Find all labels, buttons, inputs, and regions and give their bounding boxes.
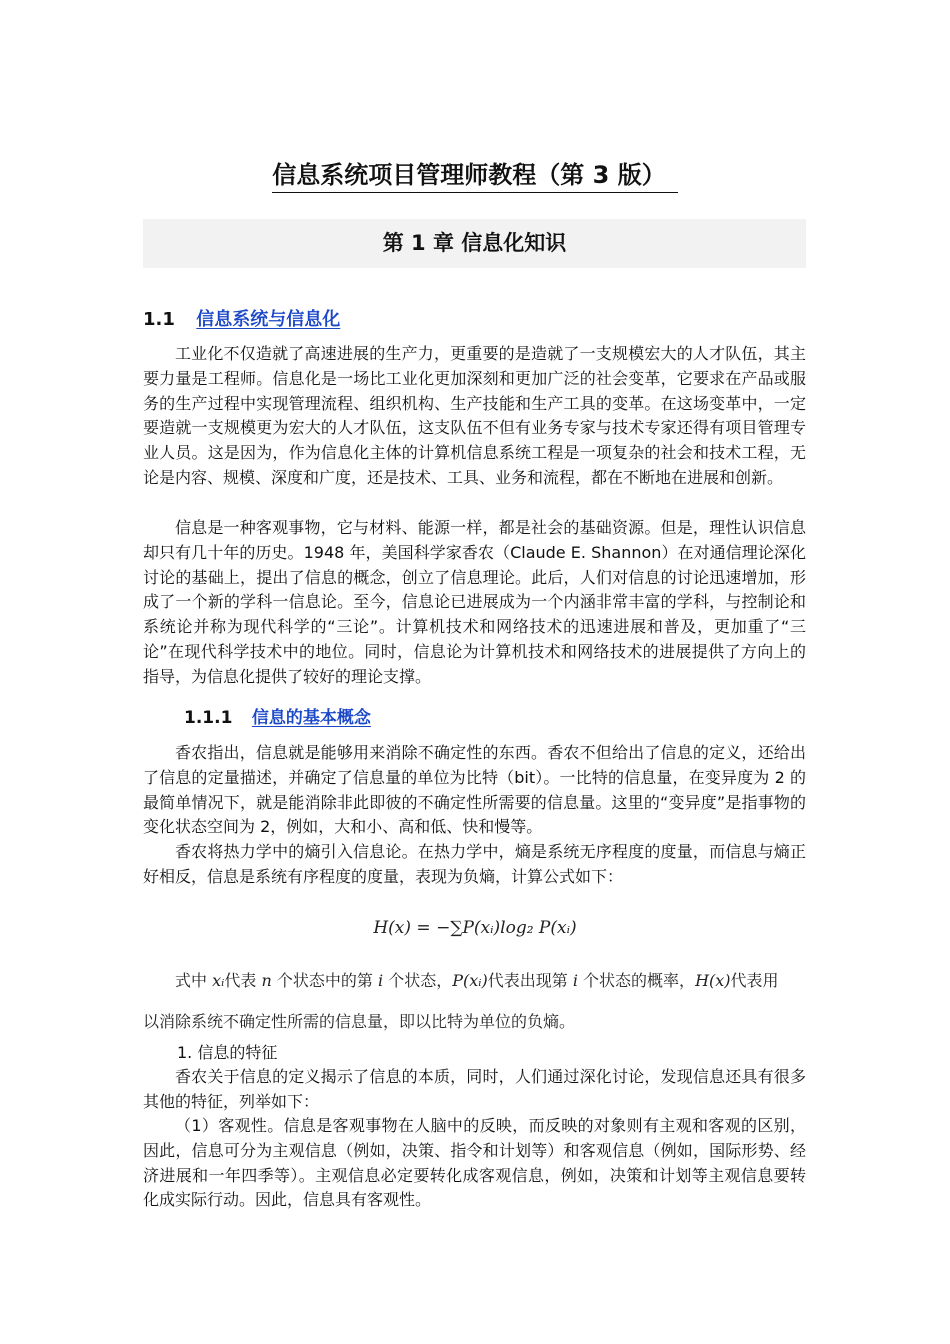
subsection-heading (184, 703, 371, 728)
formula-description: 式中 xᵢ代表 n 个状态中的第 i 个状态，P(xᵢ)代表出现第 i 个状态的概率，H(x)代表用 (175, 971, 779, 990)
document-title: 信息系统项目管理师教程（第 3 版） (0, 155, 950, 190)
subsection-number: 1.1.1 (184, 708, 233, 728)
chapter-heading: 第 1 章 信息化知识 (143, 219, 806, 268)
list-heading: 1. 信息的特征 (177, 1043, 278, 1062)
section-number: 1.1 (143, 309, 175, 330)
subsection-title-link[interactable]: 信息的基本概念 (251, 708, 371, 728)
entropy-formula: H(x) = −∑P(xᵢ)log₂ P(xᵢ) (373, 918, 577, 938)
formula-description-line2: 以消除系统不确定性所需的信息量，即以比特为单位的负熵。 (143, 1012, 576, 1031)
paragraph: 香农将热力学中的熵引入信息论。在热力学中，熵是系统无序程度的度量，而信息与熵正好相反，信息是系统有序程度的度量，表现为负熵，计算公式如下： (143, 842, 806, 886)
paragraph: 香农关于信息的定义揭示了信息的本质，同时，人们通过深化讨论，发现信息还具有很多其他的特征，列举如下： (143, 1067, 806, 1111)
paragraph: 信息是一种客观事物，它与材料、能源一样，都是社会的基础资源。但是，理性认识信息却只有几十年的历史。1948 年，美国科学家香农（Claude E. Shannon）在对通信理论深化讨论的基础上，提出了信息的概念，创立了信息理论。此后，人们对信息的讨论迅速增加，形成了一个新的学科一信息论。至今，信息论已进展成为一个内涵非常丰富的学科，与控制论和系统论并称为现代科学的“三论”。计算机技术和网络技术的迅速进展和普及，更加重了“三论”在现代科学技术中的地位。同时，信息论为计算机技术和网络技术的进展提供了方向上的指导，为信息化提供了较好的理论支撑。 (143, 518, 806, 686)
paragraph: 工业化不仅造就了高速进展的生产力，更重要的是造就了一支规模宏大的人才队伍，其主要力量是工程师。信息化是一场比工业化更加深刻和更加广泛的社会变革，它要求在产品或服务的生产过程中实现管理流程、组织机构、生产技能和生产工具的变革。在这场变革中，一定要造就一支规模更为宏大的人才队伍，这支队伍不但有业务专家与技术专家还得有项目管理专业人员。这是因为，作为信息化主体的计算机信息系统工程是一项复杂的社会和技术工程，无论是内容、规模、深度和广度，还是技术、工具、业务和流程，都在不断地在进展和创新。 (143, 344, 806, 487)
paragraph: （1）客观性。信息是客观事物在人脑中的反映，而反映的对象则有主观和客观的区别，因此，信息可分为主观信息（例如，决策、指令和计划等）和客观信息（例如，国际形势、经济进展和一年四季等）。主观信息必定要转化成客观信息，例如，决策和计划等主观信息要转化成实际行动。因此，信息具有客观性。 (143, 1116, 806, 1210)
section-heading (143, 305, 340, 331)
paragraph: 香农指出，信息就是能够用来消除不确定性的东西。香农不但给出了信息的定义，还给出了信息的定量描述，并确定了信息量的单位为比特（bit）。一比特的信息量，在变异度为 2 的最简单情况下，就是能消除非此即彼的不确定性所需要的信息量。这里的“变异度”是指事物的变化状态空间为 2，例如，大和小、高和低、快和慢等。 (143, 743, 806, 837)
section-title-link[interactable]: 信息系统与信息化 (196, 309, 341, 330)
